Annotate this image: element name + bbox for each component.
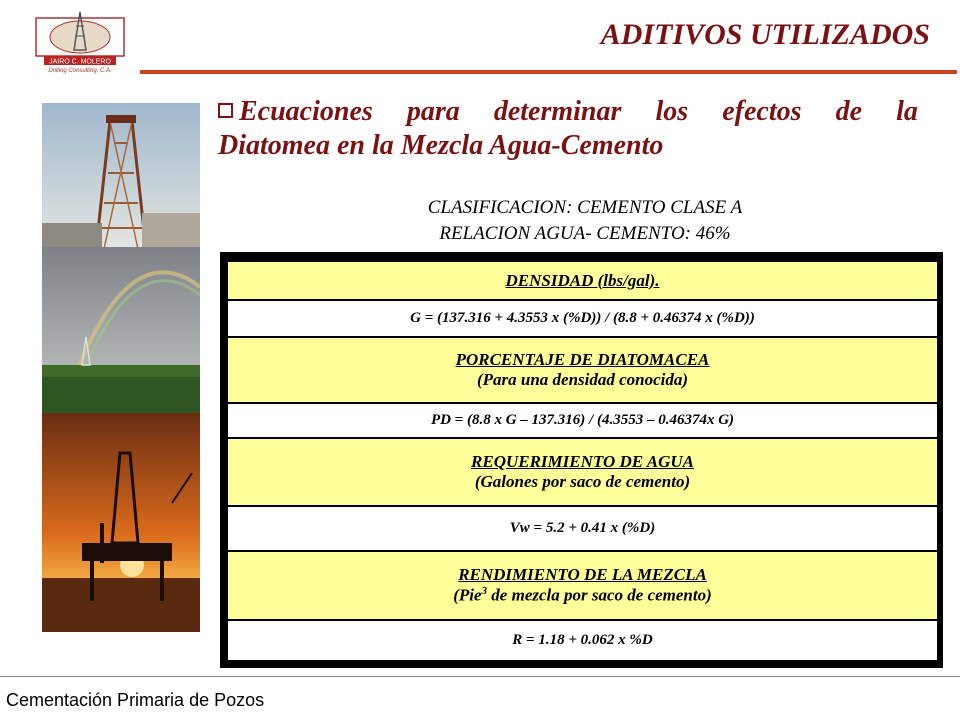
diatom-title: PORCENTAJE DE DIATOMACEA bbox=[455, 350, 710, 369]
yield-subtitle bbox=[228, 585, 937, 606]
density-header-row bbox=[228, 262, 937, 299]
heading-word: determinar bbox=[493, 96, 622, 127]
yield-subtitle-pre: (Pie bbox=[453, 585, 482, 605]
diatom-subtitle: (Para una densidad conocida) bbox=[476, 370, 689, 389]
water-cement-ratio-label: RELACION AGUA- CEMENTO: 46% bbox=[439, 223, 731, 244]
water-subtitle: (Galones por saco de cemento) bbox=[474, 472, 691, 491]
rainbow-field-photo bbox=[42, 247, 200, 413]
title-divider bbox=[140, 70, 957, 74]
company-logo bbox=[34, 10, 126, 74]
water-equation-row bbox=[228, 507, 937, 550]
drilling-rig-photo bbox=[42, 103, 200, 249]
yield-subtitle-sup: 3 bbox=[481, 585, 488, 598]
checkbox-bullet-icon bbox=[218, 103, 233, 118]
diatom-equation-row bbox=[228, 404, 937, 437]
yield-title: RENDIMIENTO DE LA MEZCLA bbox=[458, 565, 707, 585]
yield-subtitle-post: de mezcla por saco de cemento) bbox=[487, 585, 712, 605]
slide-title: ADITIVOS UTILIZADOS bbox=[600, 18, 930, 51]
heading-word: efectos bbox=[722, 96, 802, 127]
heading-word: la bbox=[896, 96, 918, 127]
offshore-platform-sunset-photo bbox=[42, 413, 200, 632]
water-header-row bbox=[228, 439, 937, 505]
logo-name: JAIRO C. MOLERO bbox=[49, 58, 111, 66]
classification-block bbox=[300, 195, 870, 247]
yield-header-row bbox=[228, 552, 937, 619]
footer-divider bbox=[0, 676, 960, 677]
diatom-header-row bbox=[228, 338, 937, 402]
yield-equation-row bbox=[228, 621, 937, 660]
density-equation: G = (137.316 + 4.3553 x (%D)) / (8.8 + 0.46374 x (%D)) bbox=[410, 310, 755, 326]
equations-table bbox=[220, 252, 943, 668]
water-title: REQUERIMIENTO DE AGUA bbox=[471, 452, 694, 471]
cement-class-label: CLASIFICACION: CEMENTO CLASE A bbox=[427, 197, 743, 218]
heading-word: Ecuaciones bbox=[239, 96, 373, 127]
heading-word: los bbox=[655, 96, 689, 127]
heading-line-2: Diatomea en la Mezcla Agua-Cemento bbox=[218, 130, 664, 161]
yield-equation: R = 1.18 + 0.062 x %D bbox=[512, 632, 653, 648]
heading-word: de bbox=[835, 96, 863, 127]
water-equation: Vw = 5.2 + 0.41 x (%D) bbox=[509, 520, 656, 536]
density-equation-row bbox=[228, 301, 937, 336]
heading-word: para bbox=[406, 96, 460, 127]
density-title: DENSIDAD (lbs/gal). bbox=[505, 270, 660, 290]
section-heading bbox=[218, 95, 918, 163]
diatom-equation: PD = (8.8 x G – 137.316) / (4.3553 – 0.46374x G) bbox=[430, 412, 735, 428]
logo-company: Drilling Consulting, C.A. bbox=[48, 68, 112, 74]
footer-text: Cementación Primaria de Pozos bbox=[6, 690, 265, 710]
